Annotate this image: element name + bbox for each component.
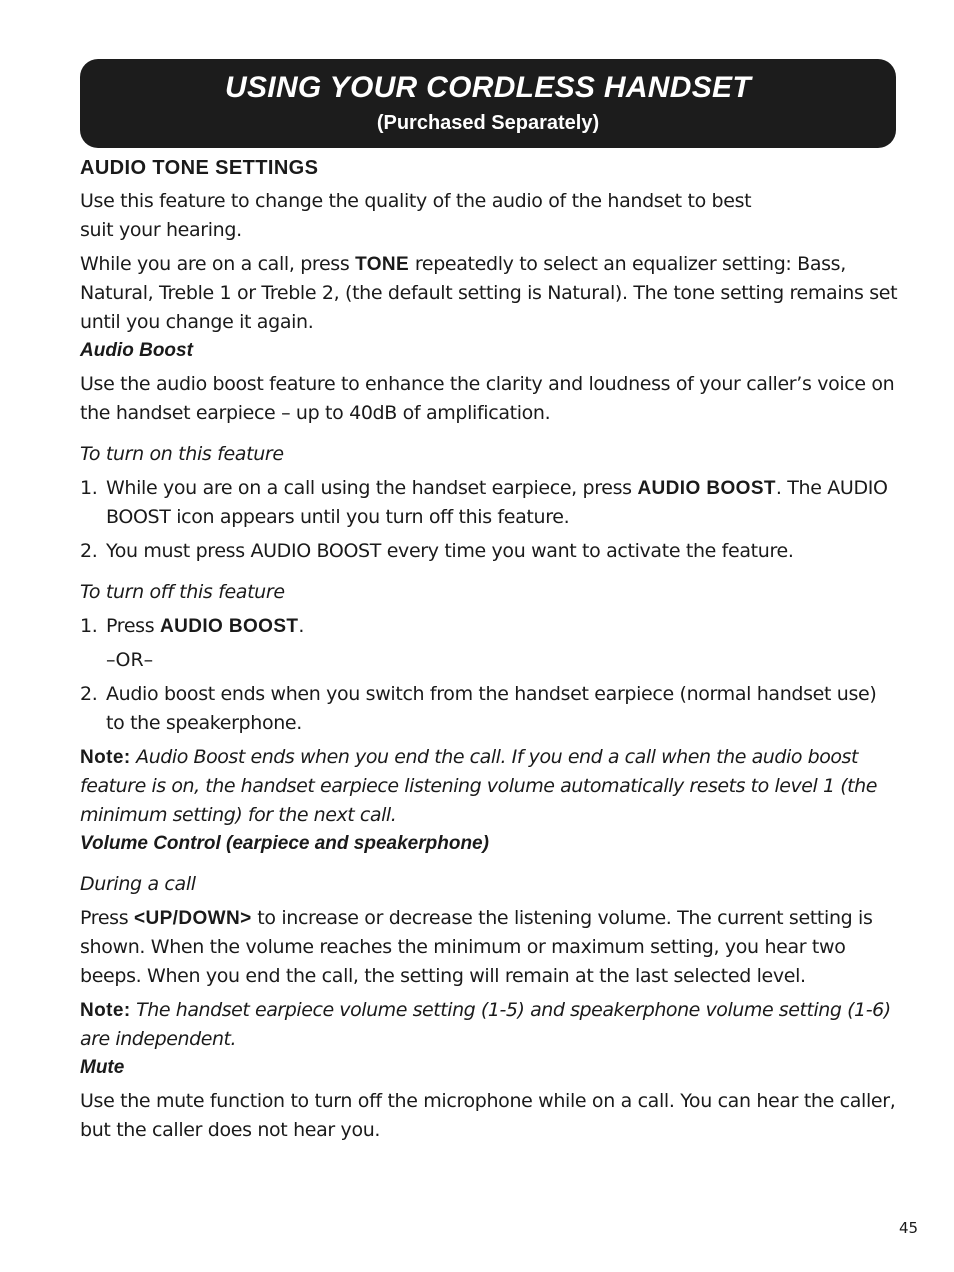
list-number: 1. [80, 477, 98, 499]
mute-description: Use the mute function to turn off the microphone while on a call. You can hear the caller, but the caller does not hear you. [80, 1090, 896, 1141]
list-number: 2. [80, 683, 98, 705]
note-label: Note: [80, 747, 131, 768]
banner-subtitle: (Purchased Separately) [376, 112, 600, 134]
list-item [80, 474, 900, 532]
text-fragment: . The AUDIO BOOST icon appears until you turn off this feature. [106, 477, 888, 528]
or-separator: –OR– [106, 649, 154, 671]
audio-tone-heading: AUDIO TONE SETTINGS [80, 157, 319, 179]
page-content [80, 154, 900, 1145]
section-banner [80, 59, 896, 148]
audio-boost-note [80, 743, 900, 830]
text-fragment: to increase or decrease the listening volume. The current setting is shown. When the volume reaches the minimum or maximum setting, you hear two beeps. When you end the call, the setting will remain at the last selected level. [80, 907, 873, 987]
text-fragment: While you are on a call, press [80, 253, 356, 275]
audio-boost-key-label: AUDIO BOOST [159, 616, 299, 637]
text-fragment: While you are on a call using the handset earpiece, press [106, 477, 638, 499]
volume-note [80, 996, 900, 1054]
audio-tone-instructions [80, 250, 900, 337]
list-item [80, 612, 900, 641]
note-text: Audio Boost ends when you end the call. If you end a call when the audio boost feature is on, the handset earpiece listening volume automatically resets to level 1 (the minimum setting) for the next call. [80, 746, 877, 826]
mute-heading: Mute [80, 1057, 125, 1078]
audio-boost-heading: Audio Boost [80, 340, 193, 361]
during-call-label: During a call [80, 873, 196, 895]
tone-key-label: TONE [355, 254, 410, 275]
turn-off-label: To turn off this feature [80, 581, 285, 603]
volume-instructions [80, 904, 900, 991]
banner-title: USING YOUR CORDLESS HANDSET [225, 71, 751, 104]
list-number: 2. [80, 540, 98, 562]
text-fragment: Press [80, 907, 134, 929]
audio-tone-intro: Use this feature to change the quality of the audio of the handset to best suit your hearing. [80, 190, 752, 241]
list-item [80, 680, 900, 738]
note-label: Note: [80, 1000, 131, 1021]
text-fragment: Press [106, 615, 160, 637]
up-down-key-label: <UP/DOWN> [133, 908, 252, 929]
list-item [80, 537, 900, 566]
turn-on-label: To turn on this feature [80, 443, 284, 465]
volume-control-heading: Volume Control (earpiece and speakerphone) [80, 833, 489, 854]
text-fragment: repeatedly to select an equalizer setting: Bass, Natural, Treble 1 or Treble 2, (the default setting is Natural). The tone setting remains set until you change it again. [80, 253, 898, 333]
note-text: The handset earpiece volume setting (1-5) and speakerphone volume setting (1-6) are independent. [80, 999, 891, 1050]
audio-boost-intro: Use the audio boost feature to enhance the clarity and loudness of your caller’s voice on the handset earpiece – up to 40dB of amplification. [80, 373, 895, 424]
page-number: 45 [899, 1219, 919, 1237]
text-fragment: You must press AUDIO BOOST every time you want to activate the feature. [106, 540, 794, 562]
text-fragment: . [298, 615, 305, 637]
text-fragment: Audio boost ends when you switch from the handset earpiece (normal handset use) to the speakerphone. [106, 683, 877, 734]
audio-boost-key-label: AUDIO BOOST [637, 478, 776, 499]
list-number: 1. [80, 615, 98, 637]
